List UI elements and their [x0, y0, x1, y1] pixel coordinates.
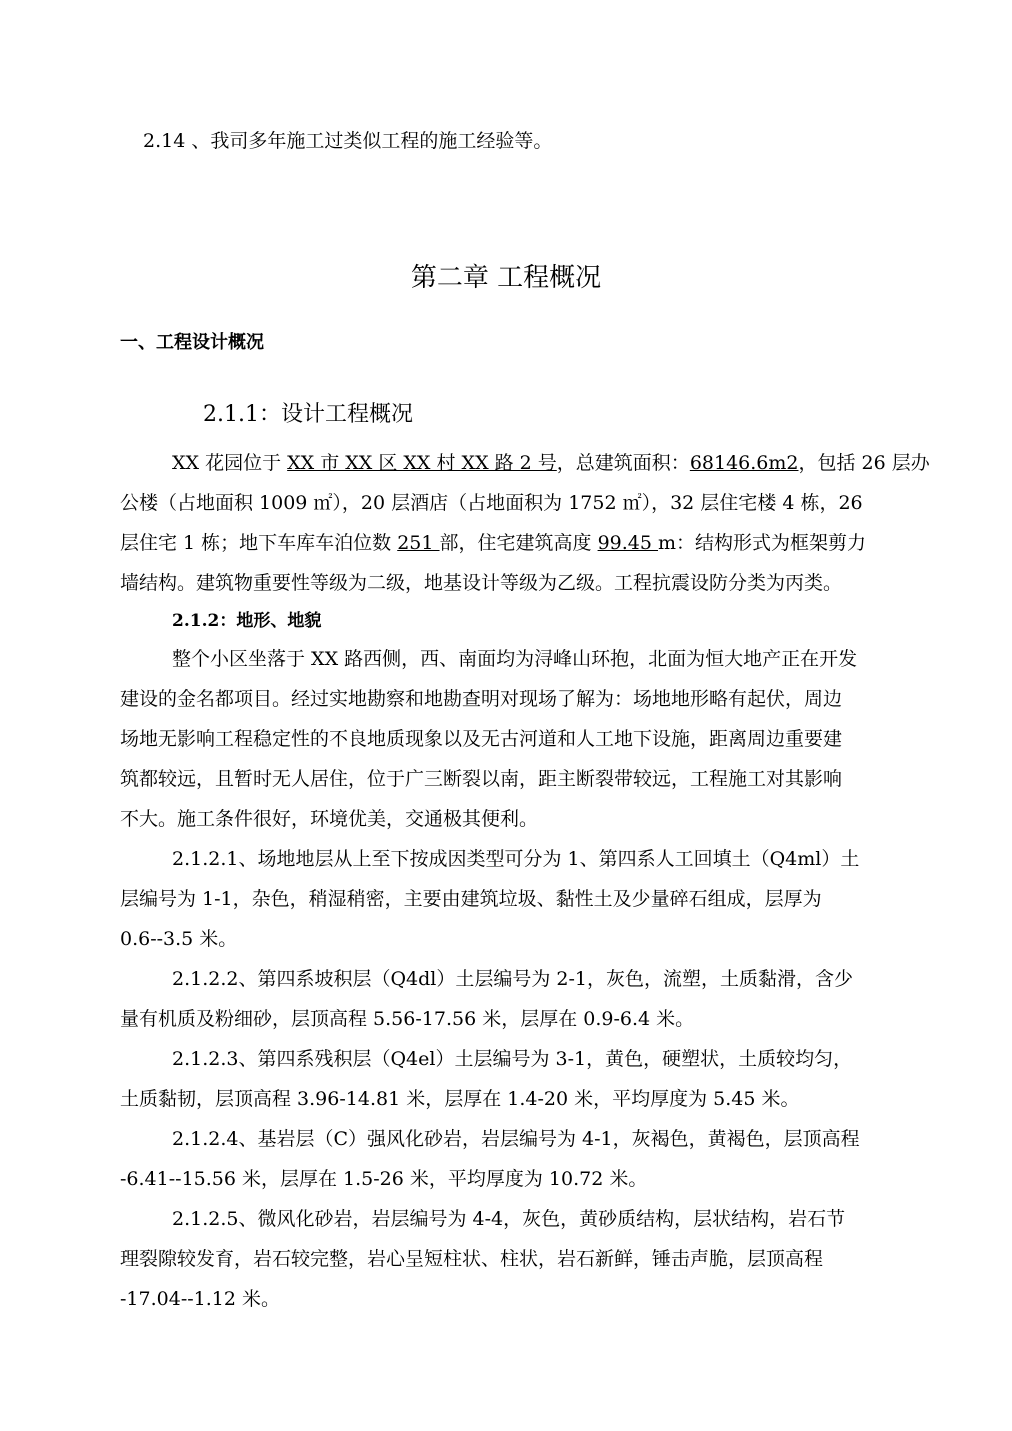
paragraph-line: 整个小区坐落于 XX 路西侧，西、南面均为浔峰山环抱，北面为恒大地产正在开发	[172, 648, 858, 670]
paragraph-line: 土质黏韧，层顶高程 3.96-14.81 米，层厚在 1.4-20 米，平均厚度为 5.45 米。	[120, 1088, 800, 1110]
paragraph-line: 理裂隙较发育，岩石较完整，岩心呈短柱状、柱状，岩石新鲜，锤击声脆，层顶高程	[120, 1248, 824, 1270]
text-run: 部，住宅建筑高度	[439, 532, 598, 554]
paragraph-line: 场地无影响工程稳定性的不良地质现象以及无古河道和人工地下设施，距离周边重要建	[120, 728, 843, 750]
text-run: ，包括 26 层办	[798, 452, 930, 474]
paragraph-line: 公楼（占地面积 1009 ㎡），20 层酒店（占地面积为 1752 ㎡），32 层住宅楼 4 栋，26	[120, 492, 863, 514]
paragraph-line	[120, 523, 892, 563]
stratum-paragraph-4	[120, 1119, 892, 1199]
paragraph-line: 2.1.2.3、第四系残积层（Q4el）土层编号为 3-1，黄色，硬塑状，土质较均匀，	[172, 1048, 853, 1070]
paragraph-line: 建设的金名都项目。经过实地勘察和地勘查明对现场了解为：场地地形略有起伏，周边	[120, 688, 843, 710]
terrain-heading: 2.1.2：地形、地貌	[172, 611, 322, 631]
design-overview-paragraph	[120, 443, 930, 603]
paragraph-line: 层编号为 1-1，杂色，稍湿稍密，主要由建筑垃圾、黏性土及少量碎石组成，层厚为	[120, 888, 822, 910]
address: XX 市 XX 区 XX 村 XX 路 2 号	[287, 452, 557, 474]
paragraph-line: 筑都较远，且暂时无人居住，位于广三断裂以南，距主断裂带较远，工程施工对其影响	[120, 768, 843, 790]
subsection-heading: 2.1.1：设计工程概况	[203, 402, 413, 427]
chapter-title: 第二章 工程概况	[410, 263, 602, 293]
paragraph-line: 不大。施工条件很好，环境优美，交通极其便利。	[120, 808, 539, 830]
paragraph-line: -17.04--1.12 米。	[120, 1288, 280, 1310]
paragraph-line: 2.1.2.5、微风化砂岩，岩层编号为 4-4，灰色，黄砂质结构，层状结构，岩石节	[172, 1208, 846, 1230]
stratum-paragraph-1	[120, 839, 892, 959]
paragraph-line: 墙结构。建筑物重要性等级为二级，地基设计等级为乙级。工程抗震设防分类为丙类。	[120, 572, 843, 594]
paragraph-line: 2.1.2.4、基岩层（C）强风化砂岩，岩层编号为 4-1，灰褐色，黄褐色，层顶高程	[172, 1128, 860, 1150]
section-heading: 一、工程设计概况	[120, 332, 264, 353]
text-run: 层住宅 1 栋；地下车库车泊位数	[120, 532, 398, 554]
paragraph-line: 0.6--3.5 米。	[120, 928, 238, 950]
paragraph-line: -6.41--15.56 米，层厚在 1.5-26 米，平均厚度为 10.72 米。	[120, 1168, 648, 1190]
building-height: 99.45	[597, 532, 659, 554]
terrain-paragraph	[120, 639, 892, 839]
text-run: XX 花园位于	[172, 452, 288, 474]
list-item-2-14: 2.14 、我司多年施工过类似工程的施工经验等。	[143, 130, 553, 152]
stratum-paragraph-5	[120, 1199, 892, 1319]
paragraph-line	[120, 443, 930, 483]
paragraph-line: 2.1.2.1、场地地层从上至下按成因类型可分为 1、第四系人工回填土（Q4ml）土	[172, 848, 860, 870]
text-run: ，总建筑面积：	[556, 452, 690, 474]
paragraph-line: 2.1.2.2、第四系坡积层（Q4dl）土层编号为 2-1，灰色，流塑，土质黏滑，含少	[172, 968, 854, 990]
parking-count: 251	[397, 532, 440, 554]
stratum-paragraph-2	[120, 959, 892, 1039]
total-area: 68146.6m2	[689, 452, 799, 474]
text-run: m：结构形式为框架剪力	[658, 532, 867, 554]
paragraph-line: 量有机质及粉细砂，层顶高程 5.56-17.56 米，层厚在 0.9-6.4 米。	[120, 1008, 695, 1030]
stratum-paragraph-3	[120, 1039, 892, 1119]
